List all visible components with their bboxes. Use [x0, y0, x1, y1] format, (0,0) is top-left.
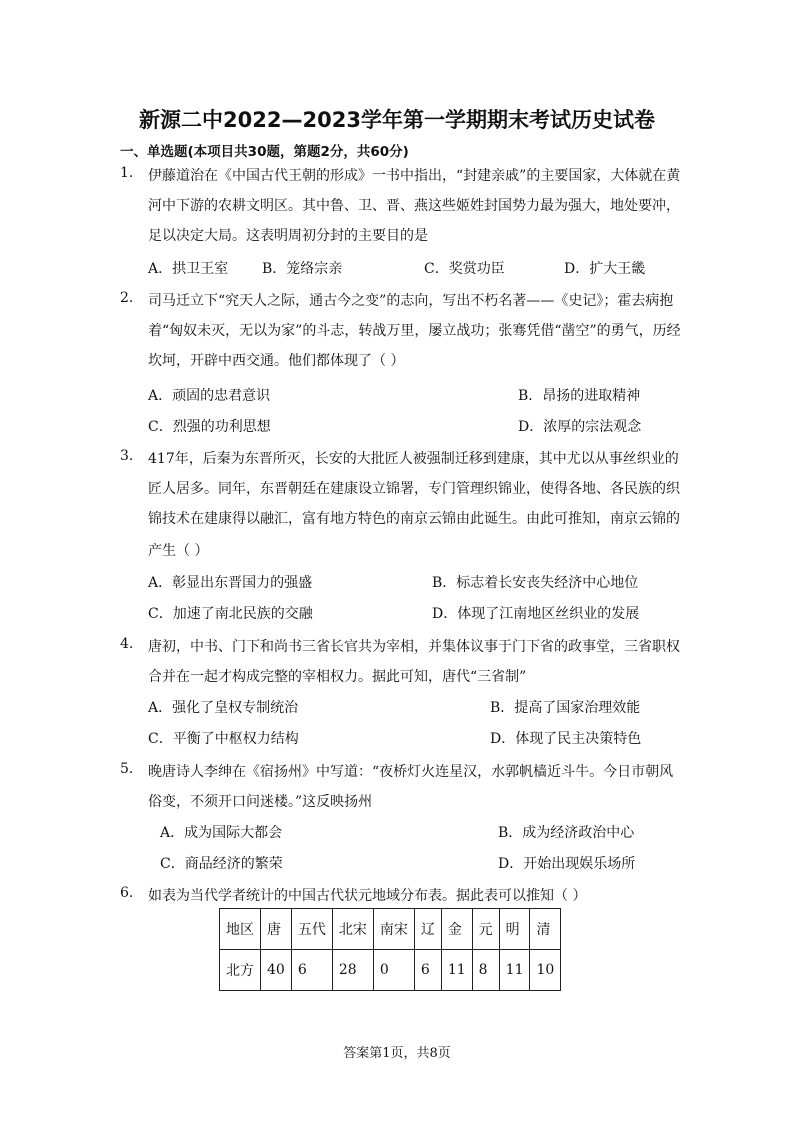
table-cell: 五代	[291, 909, 332, 950]
question-text: 锦技术在建康得以融汇，富有地方特色的南京云锦由此诞生。由此可推知，南京云锦的	[148, 511, 680, 527]
table-cell: 北方	[220, 950, 261, 991]
table-cell: 元	[472, 909, 499, 950]
table-cell: 南宋	[373, 909, 414, 950]
table-cell: 金	[441, 909, 472, 950]
question-number: 5.	[120, 761, 134, 777]
question-text: 足以决定大局。这表明周初分封的主要目的是	[148, 228, 428, 244]
table-cell: 清	[530, 909, 561, 950]
table-cell: 40	[261, 950, 292, 991]
table-cell: 6	[414, 950, 441, 991]
table-cell: 辽	[414, 909, 441, 950]
question-number: 4.	[120, 636, 134, 652]
option-b: B．标志着长安丧失经济中心地位	[432, 575, 639, 591]
table-cell: 地区	[220, 909, 261, 950]
option-c: C．奖赏功臣	[424, 261, 505, 277]
option-d: D．体现了江南地区丝织业的发展	[432, 606, 640, 622]
table-row	[220, 950, 561, 991]
option-a: A．成为国际大都会	[160, 825, 283, 841]
table-header-row	[220, 909, 561, 950]
page-title: 新源二中2022—2023学年第一学期期末考试历史试卷	[139, 108, 655, 132]
question-number: 1.	[120, 165, 134, 181]
option-a: A．强化了皇权专制统治	[148, 700, 299, 716]
option-c: C．平衡了中枢权力结构	[148, 731, 299, 747]
question-text: 伊藤道治在《中国古代王朝的形成》一书中指出，“封建亲戚”的主要国家，大体就在黄	[148, 168, 681, 184]
table-cell: 28	[332, 950, 373, 991]
option-c: C．加速了南北民族的交融	[148, 606, 313, 622]
table-cell: 10	[530, 950, 561, 991]
table-cell: 8	[472, 950, 499, 991]
page-footer: 答案第1页，共8页	[343, 1046, 451, 1061]
question-text: 晚唐诗人李绅在《宿扬州》中写道：“夜桥灯火连星汉，水郭帆樯近斗牛。今日市朝风	[148, 764, 674, 780]
option-d: D．浓厚的宗法观念	[518, 419, 642, 435]
question-number: 2.	[120, 290, 134, 306]
question-text: 匠人居多。同年，东晋朝廷在建康设立锦署，专门管理织锦业，使得各地、各民族的织	[148, 481, 680, 497]
option-d: D．体现了民主决策特色	[490, 731, 642, 747]
question-text: 坎坷，开辟中西交通。他们都体现了（ ）	[148, 353, 405, 369]
table-cell: 北宋	[332, 909, 373, 950]
option-b: B．笼络宗亲	[262, 261, 343, 277]
option-b: B．成为经济政治中心	[498, 825, 635, 841]
option-d: D．开始出现娱乐场所	[498, 856, 636, 872]
question-text: 司马迁立下“究天人之际，通古今之变”的志向，写出不朽名著——《史记》；霍去病抱	[148, 293, 674, 309]
table-cell: 唐	[261, 909, 292, 950]
option-a: A．彰显出东晋国力的强盛	[148, 575, 313, 591]
table-cell: 11	[499, 950, 530, 991]
question-text: 俗变，不须开口问迷楼。”这反映扬州	[148, 794, 373, 810]
option-a: A．顽固的忠君意识	[148, 388, 271, 404]
question-text: 产生（ ）	[148, 543, 209, 559]
question-number: 6.	[120, 885, 134, 901]
question-text: 河中下游的农耕文明区。其中鲁、卫、晋、燕这些姬姓封国势力最为强大，地处要冲，	[148, 198, 680, 214]
table-cell: 11	[441, 950, 472, 991]
question-text: 唐初，中书、门下和尚书三省长官共为宰相，并集体议事于门下省的政事堂，三省职权	[148, 639, 680, 655]
option-b: B．提高了国家治理效能	[490, 700, 641, 716]
table-cell: 明	[499, 909, 530, 950]
option-a: A．拱卫王室	[148, 261, 229, 277]
distribution-table	[219, 908, 561, 991]
question-text: 417年，后秦为东晋所灭，长安的大批匠人被强制迁移到建康，其中尤以从事丝织业的	[148, 451, 679, 467]
question-text: 合并在一起才构成完整的宰相权力。据此可知，唐代“三省制”	[148, 669, 527, 685]
question-text: 着“匈奴未灭，无以为家”的斗志，转战万里，屡立战功；张骞凭借“凿空”的勇气，历经	[148, 323, 681, 339]
option-c: C．商品经济的繁荣	[160, 856, 283, 872]
option-d: D．扩大王畿	[564, 261, 646, 277]
table-cell: 6	[291, 950, 332, 991]
section-heading: 一、单选题(本项目共30题，第题2分，共60分)	[120, 144, 409, 160]
question-text: 如表为当代学者统计的中国古代状元地域分布表。据此表可以推知（ ）	[148, 888, 587, 904]
table-cell: 0	[373, 950, 414, 991]
option-c: C．烈强的功利思想	[148, 419, 271, 435]
option-b: B．昂扬的进取精神	[518, 388, 641, 404]
question-number: 3.	[120, 448, 134, 464]
